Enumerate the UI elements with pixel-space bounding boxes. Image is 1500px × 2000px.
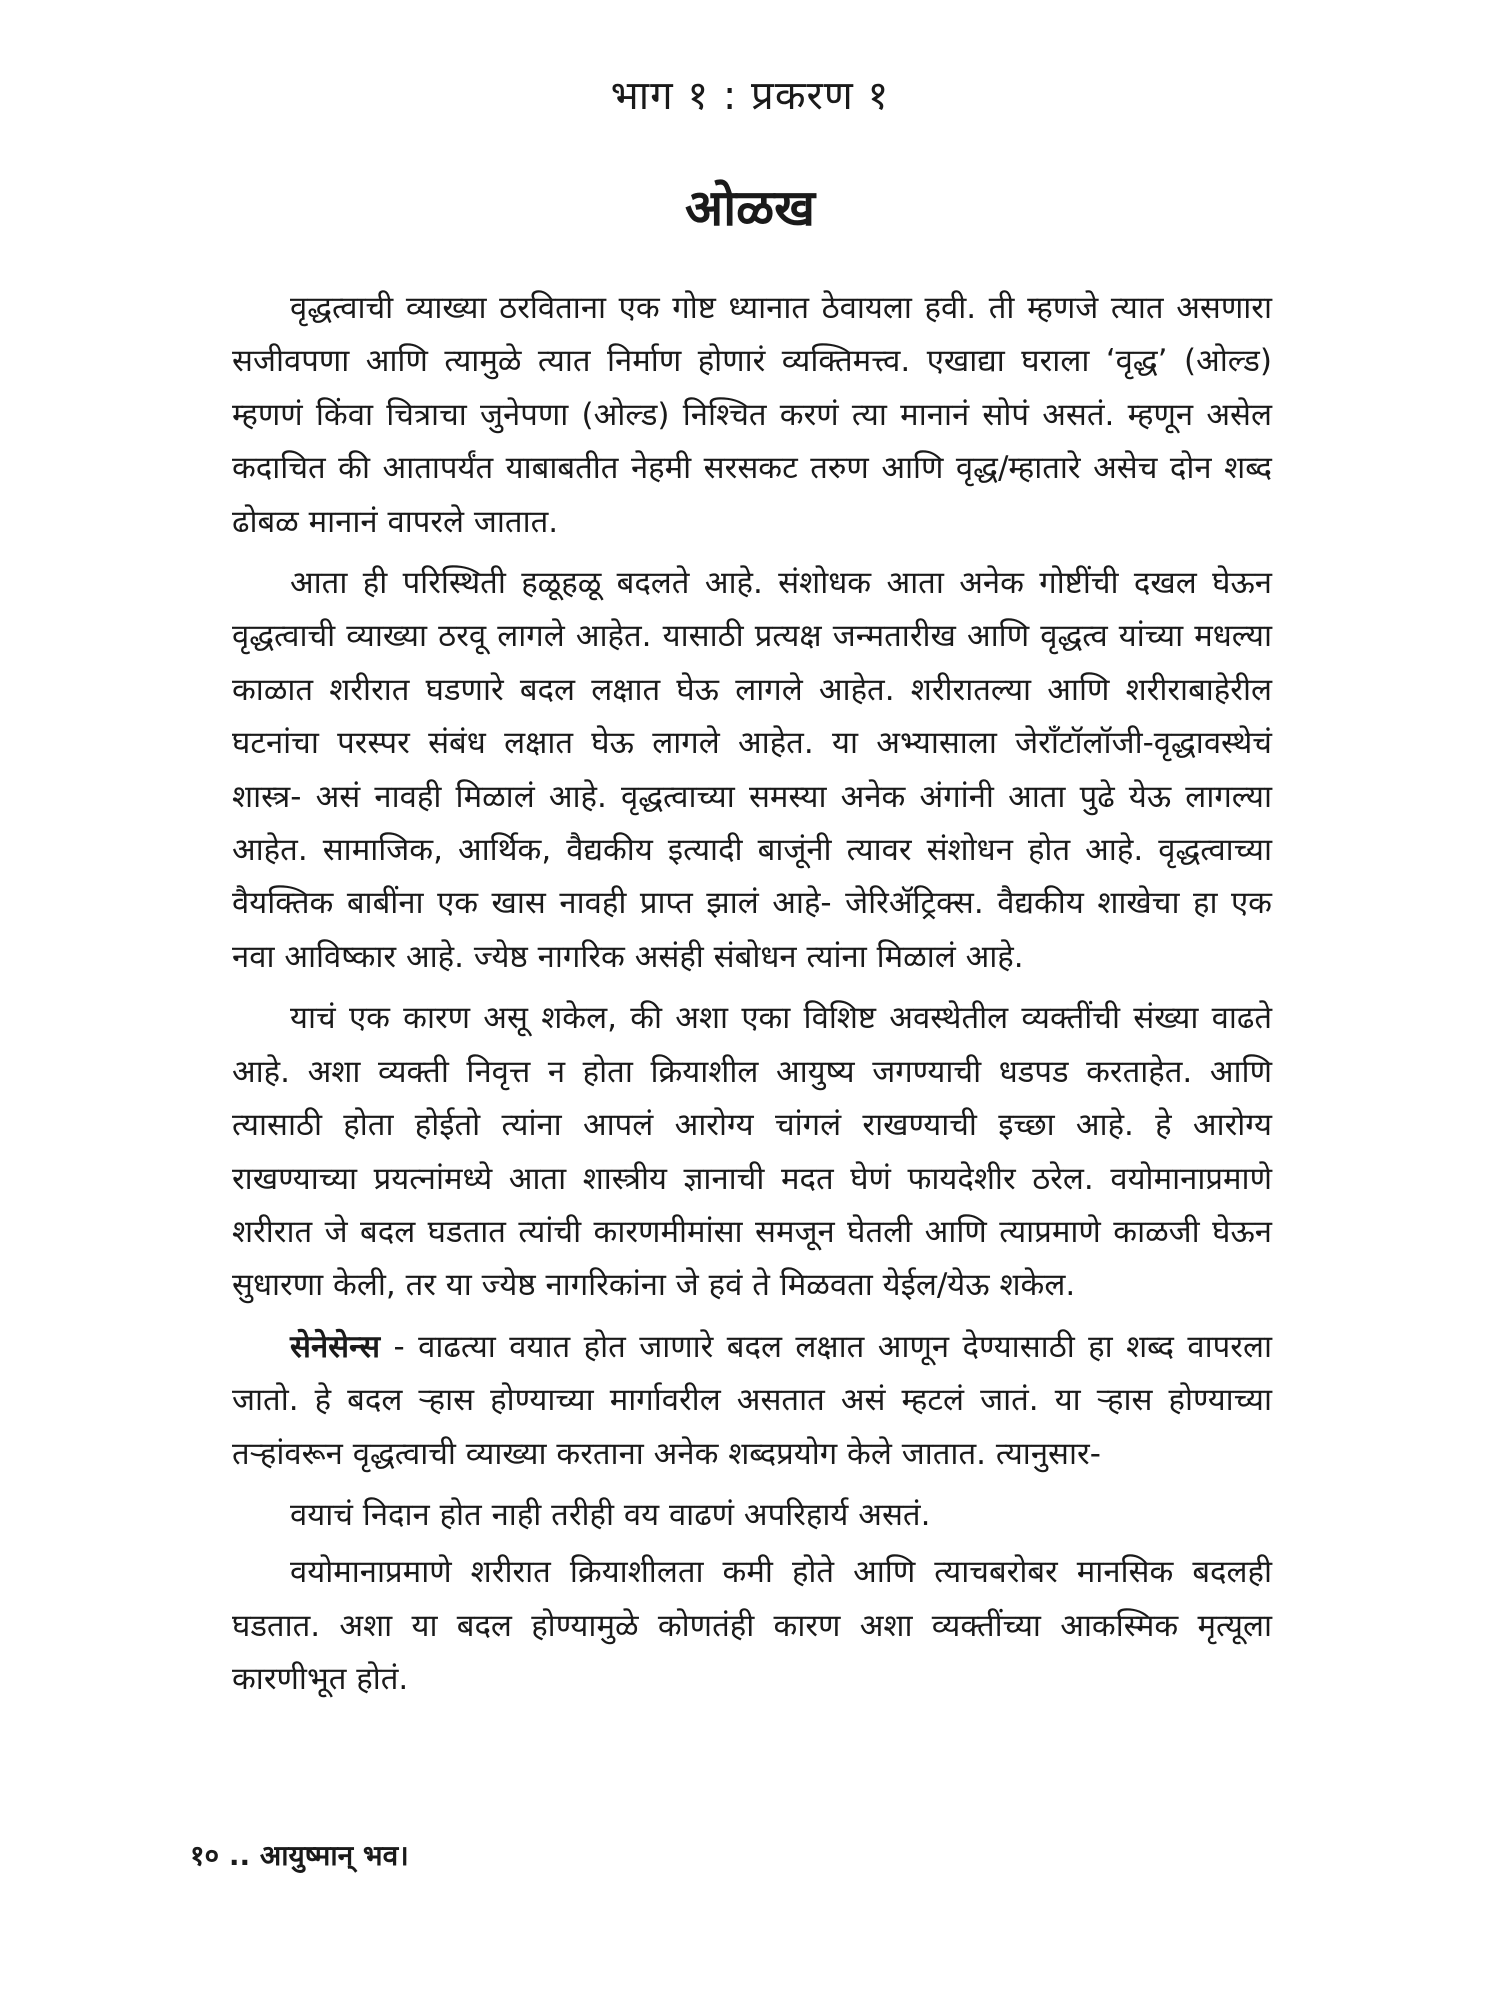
paragraph: वृद्धत्वाची व्याख्या ठरविताना एक गोष्ट ध्यानात ठेवायला हवी. ती म्हणजे त्यात असणारा सजीवपणा आणि त्यामुळे त्यात निर्माण होणारं व्यक्तिमत्त्व. एखाद्या घराला ‘वृद्ध’ (ओल्ड) म्हणणं किंवा चित्राचा जुनेपणा (ओल्ड) निश्चित करणं त्या मानानं सोपं असतं. म्हणून असेल कदाचित की आतापर्यंत याबाबतीत नेहमी सरसकट तरुण आणि वृद्ध/म्हातारे असेच दोन शब्द ढोबळ मानानं वापरले जातात.: [232, 290, 1272, 540]
page-number: १०: [190, 1839, 220, 1872]
paragraph: याचं एक कारण असू शकेल, की अशा एका विशिष्ट अवस्थेतील व्यक्तींची संख्या वाढते आहे. अशा व्यक्ती निवृत्त न होता क्रियाशील आयुष्य जगण्याची धडपड करताहेत. आणि त्यासाठी होता होईतो त्यांना आपलं आरोग्य चांगलं राखण्याची इच्छा आहे. हे आरोग्य राखण्याच्या प्रयत्नांमध्ये आता शास्त्रीय ज्ञानाची मदत घेणं फायदेशीर ठरेल. वयोमानाप्रमाणे शरीरात जे बदल घडतात त्यांची कारणमीमांसा समजून घेतली आणि त्याप्रमाणे काळजी घेऊन सुधारणा केली, तर या ज्येष्ठ नागरिकांना जे हवं ते मिळवता येईल/येऊ शकेल.: [232, 1000, 1272, 1304]
page-footer: [190, 1838, 409, 1874]
body-text: [232, 282, 1272, 1715]
paragraph: [232, 1321, 1272, 1481]
book-title: आयुष्मान् भव।: [259, 1839, 409, 1872]
footer-separator: ..: [228, 1839, 251, 1872]
defined-term: सेनेसेन्स: [290, 1328, 381, 1365]
paragraph: वयाचं निदान होत नाही तरीही वय वाढणं अपरिहार्य असतं.: [290, 1496, 931, 1533]
paragraph: आता ही परिस्थिती हळूहळू बदलते आहे. संशोधक आता अनेक गोष्टींची दखल घेऊन वृद्धत्वाची व्याख्या ठरवू लागले आहेत. यासाठी प्रत्यक्ष जन्मतारीख आणि वृद्धत्व यांच्या मधल्या काळात शरीरात घडणारे बदल लक्षात घेऊ लागले आहेत. शरीरातल्या आणि शरीराबाहेरील घटनांचा परस्पर संबंध लक्षात घेऊ लागले आहेत. या अभ्यासाला जेरॉंटॉलॉजी-वृद्धावस्थेचं शास्त्र- असं नावही मिळालं आहे. वृद्धत्वाच्या समस्या अनेक अंगांनी आता पुढे येऊ लागल्या आहेत. सामाजिक, आर्थिक, वैद्यकीय इत्यादी बाजूंनी त्यावर संशोधन होत आहे. वृद्धत्वाच्या वैयक्तिक बाबींना एक खास नावही प्राप्त झालं आहे- जेरिॲट्रिक्स. वैद्यकीय शाखेचा हा एक नवा आविष्कार आहे. ज्येष्ठ नागरिक असंही संबोधन त्यांना मिळालं आहे.: [232, 565, 1272, 975]
paragraph: वयोमानाप्रमाणे शरीरात क्रियाशीलता कमी होते आणि त्याचबरोबर मानसिक बदलही घडतात. अशा या बदल होण्यामुळे कोणतंही कारण अशा व्यक्तींच्या आकस्मिक मृत्यूला कारणीभूत होतं.: [232, 1554, 1272, 1698]
chapter-title: ओळख: [684, 179, 816, 237]
chapter-label: भाग १ : प्रकरण १: [610, 73, 890, 119]
term-definition: - वाढत्या वयात होत जाणारे बदल लक्षात आणून देण्यासाठी हा शब्द वापरला जातो. हे बदल ऱ्हास होण्याच्या मार्गावरील असतात असं म्हटलं जातं. या ऱ्हास होण्याच्या तऱ्हांवरून वृद्धत्वाची व्याख्या करताना अनेक शब्दप्रयोग केले जातात. त्यानुसार-: [232, 1328, 1272, 1472]
